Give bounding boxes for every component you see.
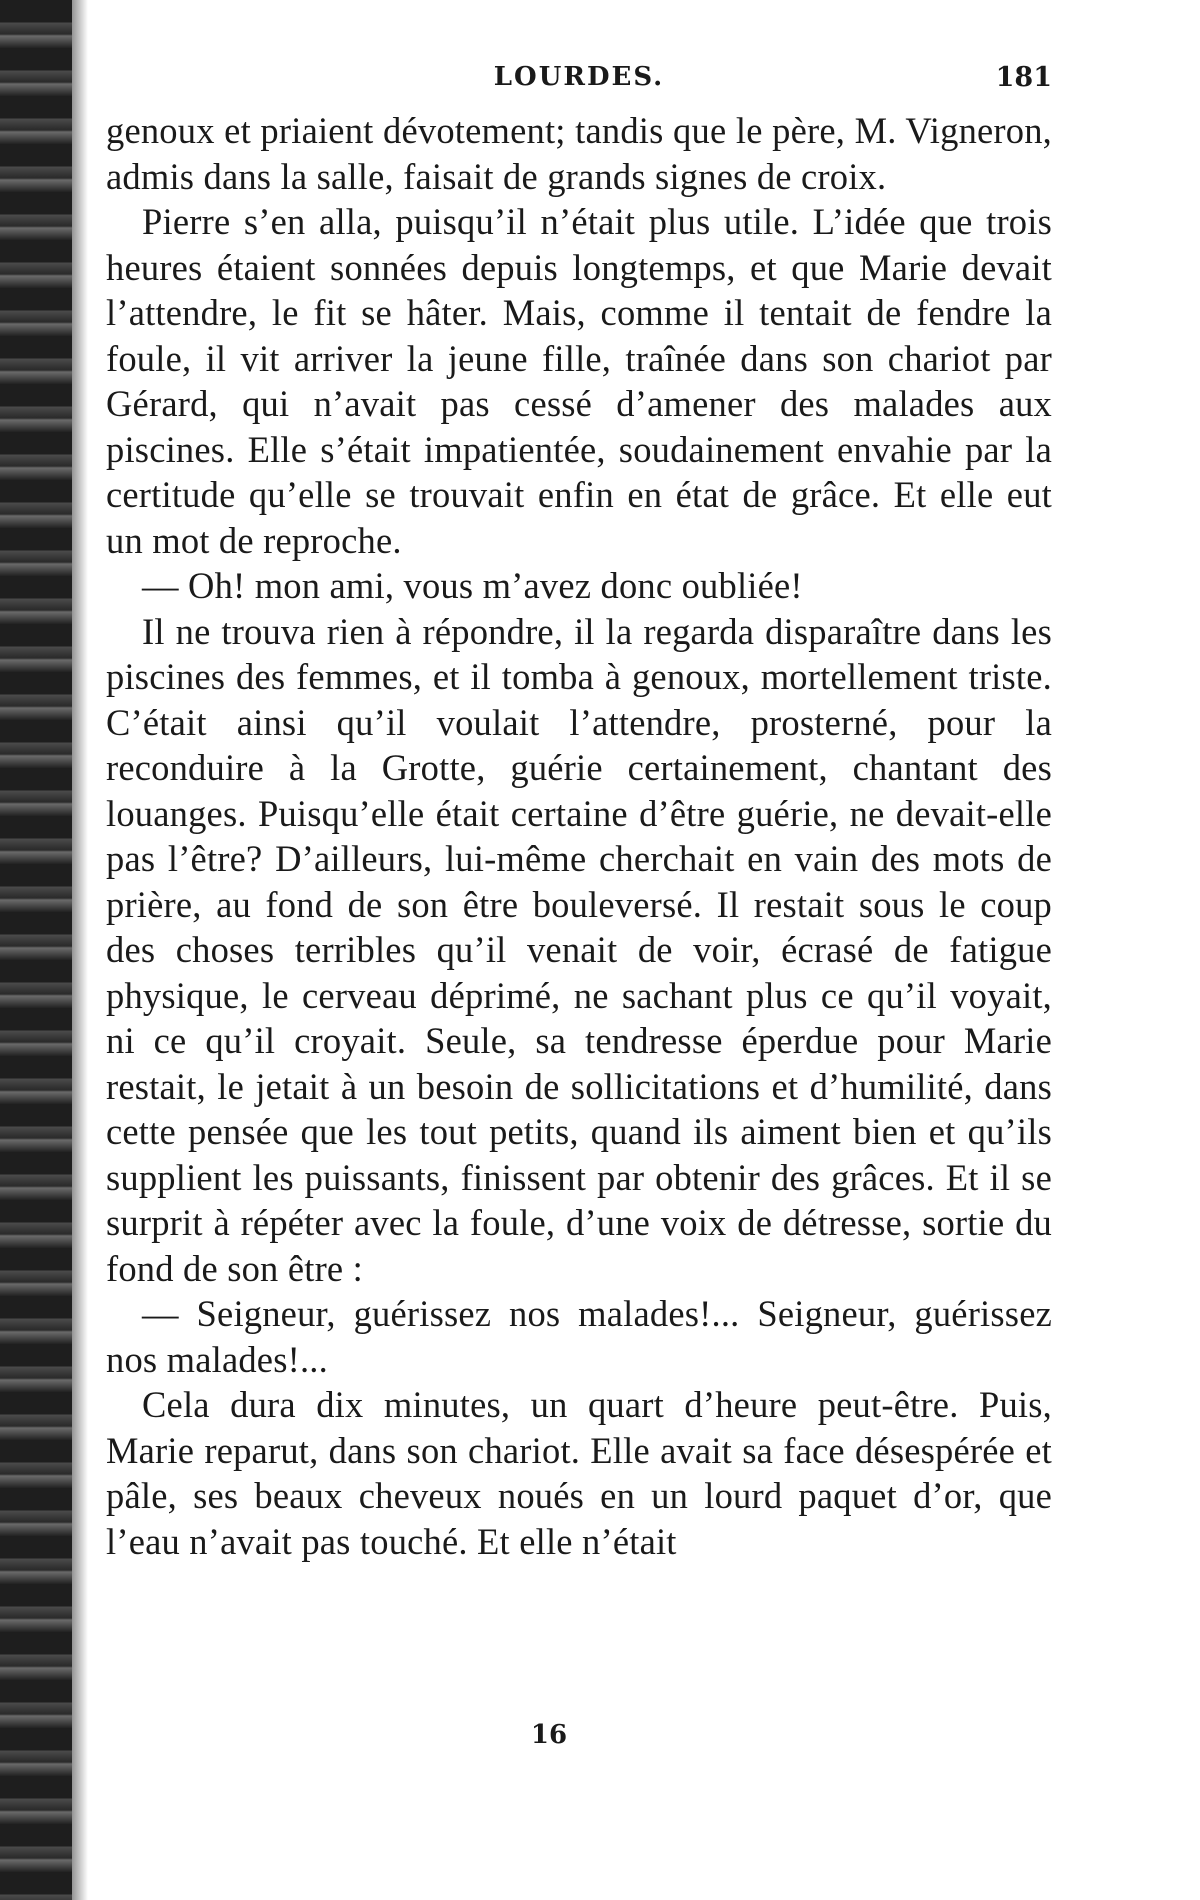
- page-footer: [106, 1720, 1052, 1750]
- paragraph: Cela dura dix minutes, un quart d’heure peut-être. Puis, Marie reparut, dans son chariot. Elle avait sa face désespérée et pâle, ses beaux cheveux noués en un lourd paquet d’or, que l’eau n’avait pas touché. Et elle n’était: [106, 1384, 1052, 1562]
- page-header: [106, 62, 1052, 102]
- paragraph-continuation: genoux et priaient dévotement; tandis que le père, M. Vigneron, admis dans la salle, faisait de grands signes de croix.: [106, 110, 1052, 197]
- dialogue-line: — Oh! mon ami, vous m’avez donc oubliée!: [142, 565, 803, 606]
- book-page: [106, 62, 1052, 1750]
- page-number: 181: [995, 62, 1052, 93]
- running-title: LOURDES.: [493, 62, 665, 92]
- body-text: [106, 108, 1052, 1564]
- paragraph: Pierre s’en alla, puisqu’il n’était plus utile. L’idée que trois heures étaient sonnées depuis longtemps, et que Marie devait l’attendre, le fit se hâter. Mais, comme il tentait de fendre la foule, il vit arriver la jeune fille, traînée dans son chariot par Gérard, qui n’avait pas cessé d’amener des malades aux piscines. Elle s’était impatientée, soudainement envahie par la certitude qu’elle se trouvait enfin en état de grâce. Et elle eut un mot de reproche.: [106, 201, 1052, 561]
- signature-mark: 16: [530, 1720, 568, 1750]
- scanned-page-edge: [0, 0, 72, 1900]
- gutter-shadow: [72, 0, 88, 1900]
- paragraph: Il ne trouva rien à répondre, il la regarda disparaître dans les piscines des femmes, et il tomba à genoux, mortellement triste. C’était ainsi qu’il voulait l’attendre, prosterné, pour la reconduire à la Grotte, guérie certainement, chantant des louanges. Puisqu’elle était certaine d’être guérie, ne devait-elle pas l’être? D’ailleurs, lui-même cherchait en vain des mots de prière, au fond de son être bouleversé. Il restait sous le coup des choses terribles qu’il venait de voir, écrasé de fatigue physique, le cerveau déprimé, ne sachant plus ce qu’il voyait, ni ce qu’il croyait. Seule, sa tendresse éperdue pour Marie restait, le jetait à un besoin de sollicitations et d’humilité, dans cette pensée que les tout petits, quand ils aiment bien et qu’ils supplient les puissants, finissent par obtenir des grâces. Et il se surprit à répéter avec la foule, d’une voix de détresse, sortie du fond de son être :: [106, 610, 1052, 1289]
- dialogue-line: — Seigneur, guérissez nos malades!... Seigneur, guérissez nos malades!...: [106, 1293, 1052, 1380]
